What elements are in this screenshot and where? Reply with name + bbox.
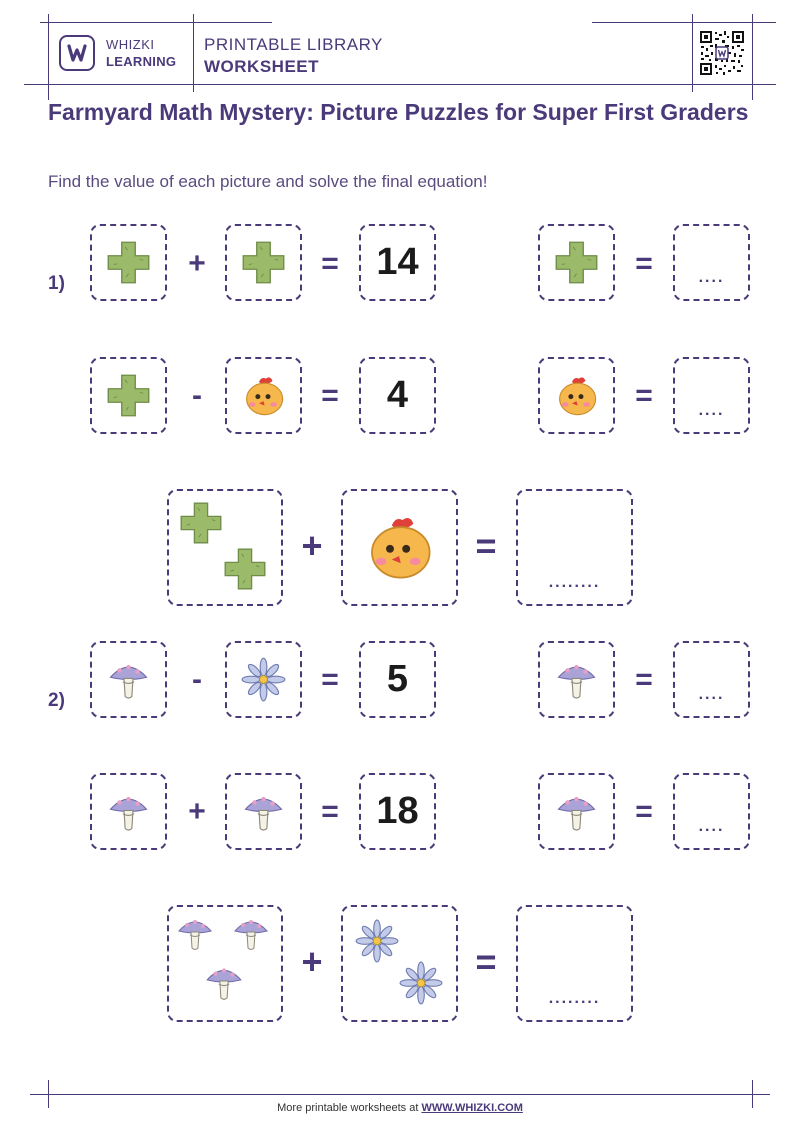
- answer-blank: ....: [698, 402, 725, 419]
- header-top-rule-right: [592, 22, 776, 23]
- operator-equals: =: [475, 941, 497, 982]
- answer-blank: ....: [698, 686, 725, 703]
- operator-plus: +: [301, 525, 323, 566]
- operator-equals: =: [635, 795, 653, 828]
- page-title: Farmyard Math Mystery: Picture Puzzles for Super First Graders: [48, 99, 749, 125]
- library-label: PRINTABLE LIBRARY: [204, 35, 383, 54]
- result-box: 5: [359, 641, 436, 718]
- answer-blank: ....: [698, 818, 725, 835]
- footer-link[interactable]: WWW.WHIZKI.COM: [421, 1102, 523, 1114]
- two-flowers-box: [341, 905, 458, 1022]
- question-number: 2): [48, 690, 65, 711]
- brand-name-bottom: LEARNING: [106, 54, 177, 69]
- header-divider-mid: [193, 14, 194, 92]
- header-bottom-rule: [24, 84, 776, 85]
- answer-box[interactable]: [673, 357, 750, 434]
- answer-box[interactable]: [673, 773, 750, 850]
- footer-rule: [30, 1094, 770, 1095]
- operator-plus: +: [188, 247, 206, 280]
- question-number: 1): [48, 273, 65, 294]
- header-divider-far-right: [752, 14, 753, 100]
- brand-name-top: WHIZKI: [106, 37, 155, 52]
- answer-box[interactable]: [673, 641, 750, 718]
- plus-shape-icon: [225, 224, 302, 301]
- mushroom-icon: [225, 773, 302, 850]
- final-answer-box[interactable]: [516, 905, 633, 1022]
- chick-face-icon: [341, 489, 458, 606]
- operator-equals: =: [475, 525, 497, 566]
- chick-face-icon: [225, 357, 302, 434]
- mushroom-icon: [538, 641, 615, 718]
- footer-caption: More printable worksheets at: [277, 1102, 419, 1114]
- result-box: 18: [359, 773, 436, 850]
- header-top-rule-left: [40, 22, 272, 23]
- worksheet-label: WORKSHEET: [204, 57, 319, 76]
- answer-blank: ........: [548, 574, 601, 591]
- operator-plus: +: [301, 941, 323, 982]
- mushroom-icon: [90, 641, 167, 718]
- operator-minus: -: [192, 663, 202, 696]
- footer-text: [0, 1102, 800, 1114]
- answer-blank: ....: [698, 269, 725, 286]
- chick-face-icon: [538, 357, 615, 434]
- whizki-logo-icon: [59, 35, 95, 71]
- operator-equals: =: [321, 795, 339, 828]
- plus-shape-icon: [538, 224, 615, 301]
- answer-box[interactable]: [673, 224, 750, 301]
- two-plus-shapes-box: [167, 489, 283, 606]
- header-divider-left: [48, 14, 49, 100]
- mushroom-icon: [538, 773, 615, 850]
- qr-code-icon: [699, 30, 745, 76]
- operator-equals: =: [321, 379, 339, 412]
- final-answer-box[interactable]: [516, 489, 633, 606]
- answer-blank: ........: [548, 990, 601, 1007]
- operator-minus: -: [192, 379, 202, 412]
- operator-equals: =: [321, 247, 339, 280]
- three-mushrooms-box: [167, 905, 283, 1022]
- plus-shape-icon: [90, 357, 167, 434]
- plus-shape-icon: [90, 224, 167, 301]
- operator-plus: +: [188, 795, 206, 828]
- result-box: 14: [359, 224, 436, 301]
- flower-icon: [225, 641, 302, 718]
- operator-equals: =: [635, 379, 653, 412]
- result-box: 4: [359, 357, 436, 434]
- operator-equals: =: [635, 247, 653, 280]
- operator-equals: =: [321, 663, 339, 696]
- header-divider-right: [692, 14, 693, 92]
- mushroom-icon: [90, 773, 167, 850]
- page-subtitle: Find the value of each picture and solve the final equation!: [48, 172, 488, 191]
- operator-equals: =: [635, 663, 653, 696]
